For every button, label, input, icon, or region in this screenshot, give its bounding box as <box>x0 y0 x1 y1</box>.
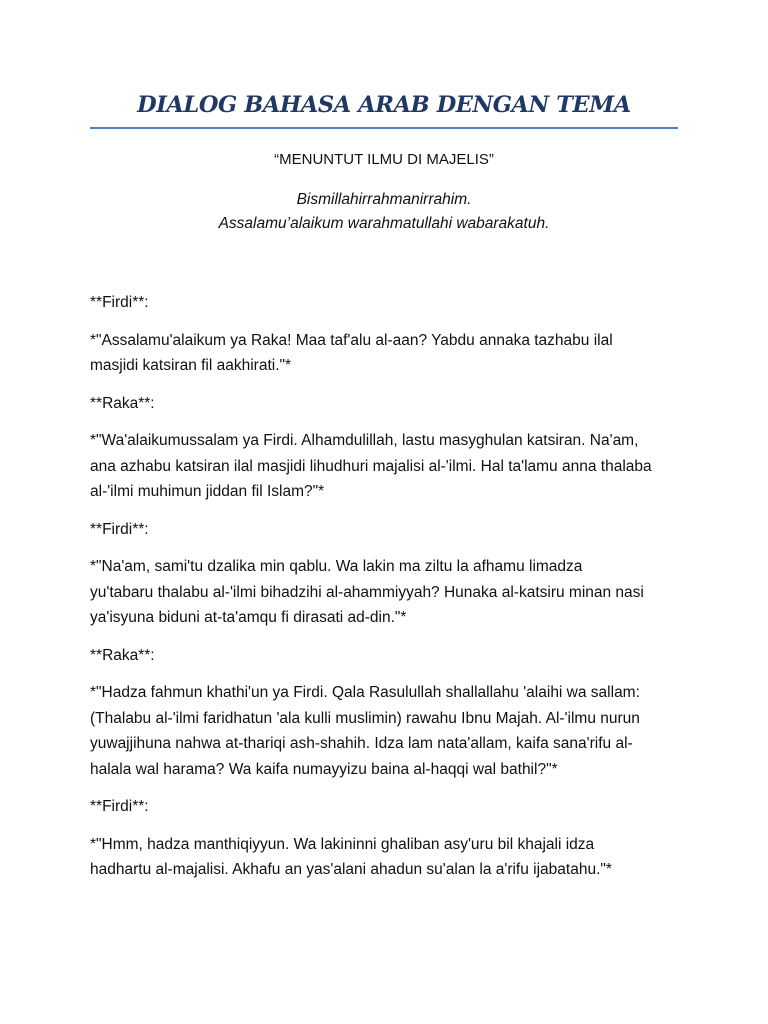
dialog-paragraph <box>90 554 678 631</box>
opening-greeting <box>90 188 678 236</box>
dialog-paragraph <box>90 832 678 883</box>
dialog-body <box>90 290 678 895</box>
speaker-name: **Firdi**: <box>90 294 149 311</box>
speaker-name: **Firdi**: <box>90 520 149 538</box>
title-underline-rule <box>90 127 678 129</box>
document-title: DIALOG BAHASA ARAB DENGAN TEMA <box>137 92 631 118</box>
dialog-line: ana azhabu katsiran ilal masjidi lihudhuri majalisi al-'ilmi. Hal ta'lamu anna thalaba <box>90 457 652 475</box>
dialog-line: masjidi katsiran fil aakhirati."* <box>90 357 292 374</box>
speaker-label <box>90 794 678 820</box>
dialog-line: yuwajjihuna nahwa at-thariqi ash-shahih. Idza lam nata'allam, kaifa sana'rifu al- <box>90 735 633 752</box>
opening-line: Bismillahirrahmanirrahim. <box>296 191 472 208</box>
dialog-line: *"Hmm, hadza manthiqiyyun. Wa lakininni ghaliban asy'uru bil khajali idza <box>90 835 595 853</box>
dialog-paragraph <box>90 680 678 782</box>
document-subtitle: “MENUNTUT ILMU DI MAJELIS” <box>274 151 494 168</box>
opening-line: Assalamu’alaikum warahmatullahi wabarakatuh. <box>218 215 550 232</box>
dialog-line: *"Na'am, sami'tu dzalika min qablu. Wa lakin ma ziltu la afhamu limadza <box>90 558 583 575</box>
speaker-label <box>90 391 678 417</box>
dialog-line: halala wal harama? Wa kaifa numayyizu baina al-haqqi wal bathil?"* <box>90 760 558 778</box>
dialog-line: al-'ilmi muhimun jiddan fil Islam?"* <box>90 483 325 500</box>
dialog-line: ya'isyuna biduni at-ta'amqu fi dirasati ad-din."* <box>90 609 407 626</box>
speaker-label <box>90 517 678 543</box>
dialog-paragraph <box>90 328 678 379</box>
dialog-line: yu'tabaru thalabu al-'ilmi bihadzihi al-ahammiyyah? Hunaka al-katsiru minan nasi <box>90 583 644 601</box>
speaker-name: **Raka**: <box>90 646 155 664</box>
speaker-name: **Firdi**: <box>90 798 149 815</box>
speaker-label <box>90 290 678 316</box>
speaker-name: **Raka**: <box>90 394 155 412</box>
dialog-line: *"Hadza fahmun khathi'un ya Firdi. Qala Rasulullah shallallahu 'alaihi wa sallam: <box>90 684 640 701</box>
dialog-line: *"Assalamu'alaikum ya Raka! Maa taf'alu al-aan? Yabdu annaka tazhabu ilal <box>90 331 613 349</box>
dialog-paragraph <box>90 428 678 505</box>
dialog-line: (Thalabu al-'ilmi faridhatun 'ala kulli muslimin) rawahu Ibnu Majah. Al-'ilmu nurun <box>90 709 640 727</box>
dialog-line: *"Wa'alaikumussalam ya Firdi. Alhamdulillah, lastu masyghulan katsiran. Na'am, <box>90 432 639 449</box>
speaker-label <box>90 643 678 669</box>
dialog-line: hadhartu al-majalisi. Akhafu an yas'alani ahadun su'alan la a'rifu ijabatahu."* <box>90 861 612 878</box>
